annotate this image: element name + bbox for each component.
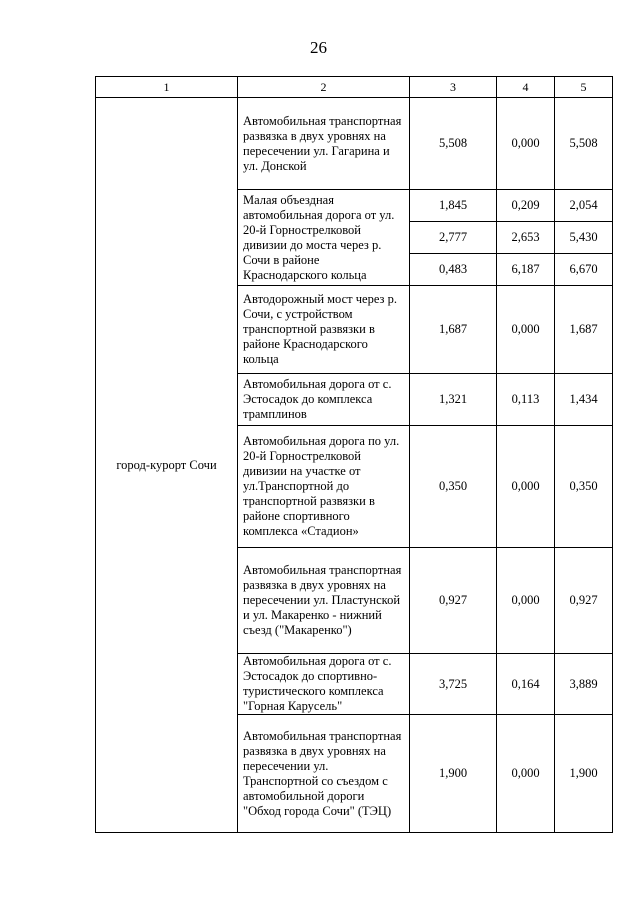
value-cell-col3: 2,777	[410, 222, 497, 254]
value-cell-col3: 1,845	[410, 190, 497, 222]
municipality-cell: город-курорт Сочи	[96, 98, 238, 833]
value-cell-col5: 1,434	[555, 374, 613, 426]
header-row	[96, 77, 613, 98]
header-cell: 2	[238, 77, 410, 98]
value-cell-col3: 0,927	[410, 548, 497, 654]
road-description: Автомобильная транспортная развязка в двух уровнях на пересечении ул. Гагарина и ул. Донской	[238, 98, 410, 190]
value-cell-col5: 0,350	[555, 426, 613, 548]
value-cell-col3: 0,350	[410, 426, 497, 548]
road-description: Автомобильная дорога от с. Эстосадок до комплекса трамплинов	[238, 374, 410, 426]
value-cell-col5: 1,900	[555, 715, 613, 833]
road-description: Автомобильная транспортная развязка в двух уровнях на пересечении ул. Транспортной со съездом с автомобильной дороги "Обход города Сочи" (ТЭЦ)	[238, 715, 410, 833]
value-cell-col3: 1,900	[410, 715, 497, 833]
road-table-body	[96, 77, 613, 833]
value-cell-col3: 1,321	[410, 374, 497, 426]
value-cell-col4: 0,164	[497, 654, 555, 715]
value-cell-col5: 0,927	[555, 548, 613, 654]
value-cell-col4: 2,653	[497, 222, 555, 254]
value-cell-col4: 0,000	[497, 426, 555, 548]
header-cell: 3	[410, 77, 497, 98]
value-cell-col4: 0,000	[497, 286, 555, 374]
value-cell-col3: 0,483	[410, 254, 497, 286]
value-cell-col4: 0,000	[497, 548, 555, 654]
page-number: 26	[310, 38, 327, 57]
value-cell-col5: 3,889	[555, 654, 613, 715]
value-cell-col5: 2,054	[555, 190, 613, 222]
value-cell-col5: 6,670	[555, 254, 613, 286]
table-row	[96, 98, 613, 190]
value-cell-col4: 6,187	[497, 254, 555, 286]
road-description: Автомобильная дорога по ул. 20-й Горнострелковой дивизии на участке от ул.Транспортной до транспортной развязки в районе спортивного комплекса «Стадион»	[238, 426, 410, 548]
value-cell-col5: 5,430	[555, 222, 613, 254]
value-cell-col3: 5,508	[410, 98, 497, 190]
road-description: Малая объездная автомобильная дорога от ул. 20-й Горнострелковой дивизии до моста через р. Сочи в районе Краснодарского кольца	[238, 190, 410, 286]
value-cell-col5: 5,508	[555, 98, 613, 190]
header-cell: 5	[555, 77, 613, 98]
road-description: Автомобильная дорога от с. Эстосадок до спортивно-туристического комплекса "Горная Карусель"	[238, 654, 410, 715]
road-description: Автодорожный мост через р. Сочи, с устройством транспортной развязки в районе Краснодарского кольца	[238, 286, 410, 374]
value-cell-col3: 3,725	[410, 654, 497, 715]
value-cell-col5: 1,687	[555, 286, 613, 374]
road-description: Автомобильная транспортная развязка в двух уровнях на пересечении ул. Пластунской и ул. Макаренко - нижний съезд ("Макаренко")	[238, 548, 410, 654]
value-cell-col3: 1,687	[410, 286, 497, 374]
road-table	[95, 76, 613, 833]
value-cell-col4: 0,209	[497, 190, 555, 222]
header-cell: 4	[497, 77, 555, 98]
header-cell: 1	[96, 77, 238, 98]
value-cell-col4: 0,113	[497, 374, 555, 426]
value-cell-col4: 0,000	[497, 98, 555, 190]
value-cell-col4: 0,000	[497, 715, 555, 833]
